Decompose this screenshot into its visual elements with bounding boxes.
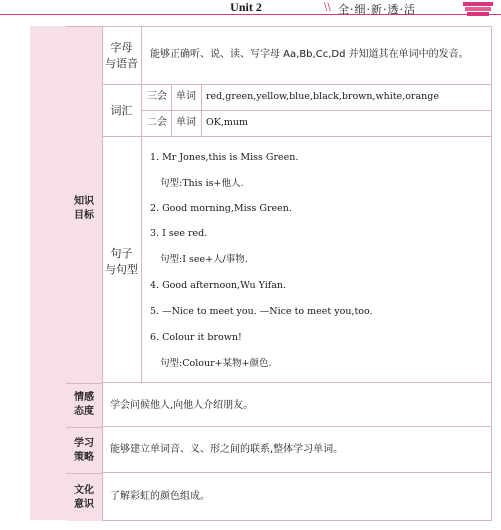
vocab-sep-1b [201, 85, 202, 111]
unit-title: Unit 2 [230, 0, 262, 14]
letters-sounds-divider [141, 27, 142, 85]
sentence-line-1: 1. Mr Jones,this is Miss Green. [150, 152, 299, 163]
book-icon [463, 0, 493, 18]
category-cultural-awareness-label: 文化 意识 [74, 485, 94, 510]
vocab-type-1: 单词 [176, 91, 196, 102]
vocab-sep-2b [201, 111, 202, 137]
category-cultural-awareness [66, 473, 102, 521]
category-emotion-attitude-label: 情感 态度 [74, 392, 94, 417]
sentences-label: 句子 与句型 [105, 247, 138, 276]
header-decoration: \\ [324, 2, 331, 13]
sentence-line-3: 2. Good morning,Miss Green. [150, 203, 292, 214]
sentence-line-2: 句型:This is+他人. [160, 178, 244, 189]
vocab-words-2: OK,mum [206, 117, 249, 128]
vocab-level-2: 二会 [147, 117, 167, 128]
table-grid [66, 26, 492, 521]
sentence-line-7: 5. —Nice to meet you. —Nice to meet you,too. [150, 306, 373, 317]
header-tagline: 全·细·新·透·活 [338, 3, 416, 16]
sentence-line-8: 6. Colour it brown! [150, 332, 242, 343]
category-knowledge-goal [66, 27, 102, 383]
category-emotion-attitude [66, 383, 102, 427]
emotion-content: 学会问候他人,向他人介绍朋友。 [110, 400, 254, 411]
strategy-content: 能够建立单词音、义、形之间的联系,整体学习单词。 [110, 444, 344, 455]
letters-sounds-label: 字母 与语音 [105, 41, 138, 70]
sentence-line-5: 句型:I see+人/事物. [160, 254, 248, 265]
category-learning-strategy-label: 学习 策略 [74, 438, 94, 463]
knowledge-table [30, 26, 491, 520]
vocab-sep-1a [171, 85, 172, 111]
vocab-type-2: 单词 [176, 117, 196, 128]
culture-content: 了解彩虹的颜色组成。 [110, 491, 210, 502]
sentences-divider [141, 137, 142, 383]
vocab-level-1: 三会 [147, 91, 167, 102]
vocab-sep-2a [171, 111, 172, 137]
vocabulary-label: 词汇 [110, 104, 133, 117]
vocab-words-1: red,green,yellow,blue,black,brown,white,orange [206, 91, 439, 102]
sentence-line-9: 句型:Colour+某物+颜色. [160, 358, 272, 369]
header-rule [0, 14, 501, 15]
category-knowledge-goal-label: 知识 目标 [74, 196, 94, 221]
sentence-line-4: 3. I see red. [150, 228, 208, 239]
category-learning-strategy [66, 427, 102, 473]
left-pink-strip [30, 26, 66, 520]
sentence-line-6: 4. Good afternoon,Wu Yifan. [150, 280, 287, 291]
letters-sounds-content: 能够正确听、说、读、写字母 Aa,Bb,Cc,Dd 并知道其在单词中的发音。 [150, 49, 469, 60]
